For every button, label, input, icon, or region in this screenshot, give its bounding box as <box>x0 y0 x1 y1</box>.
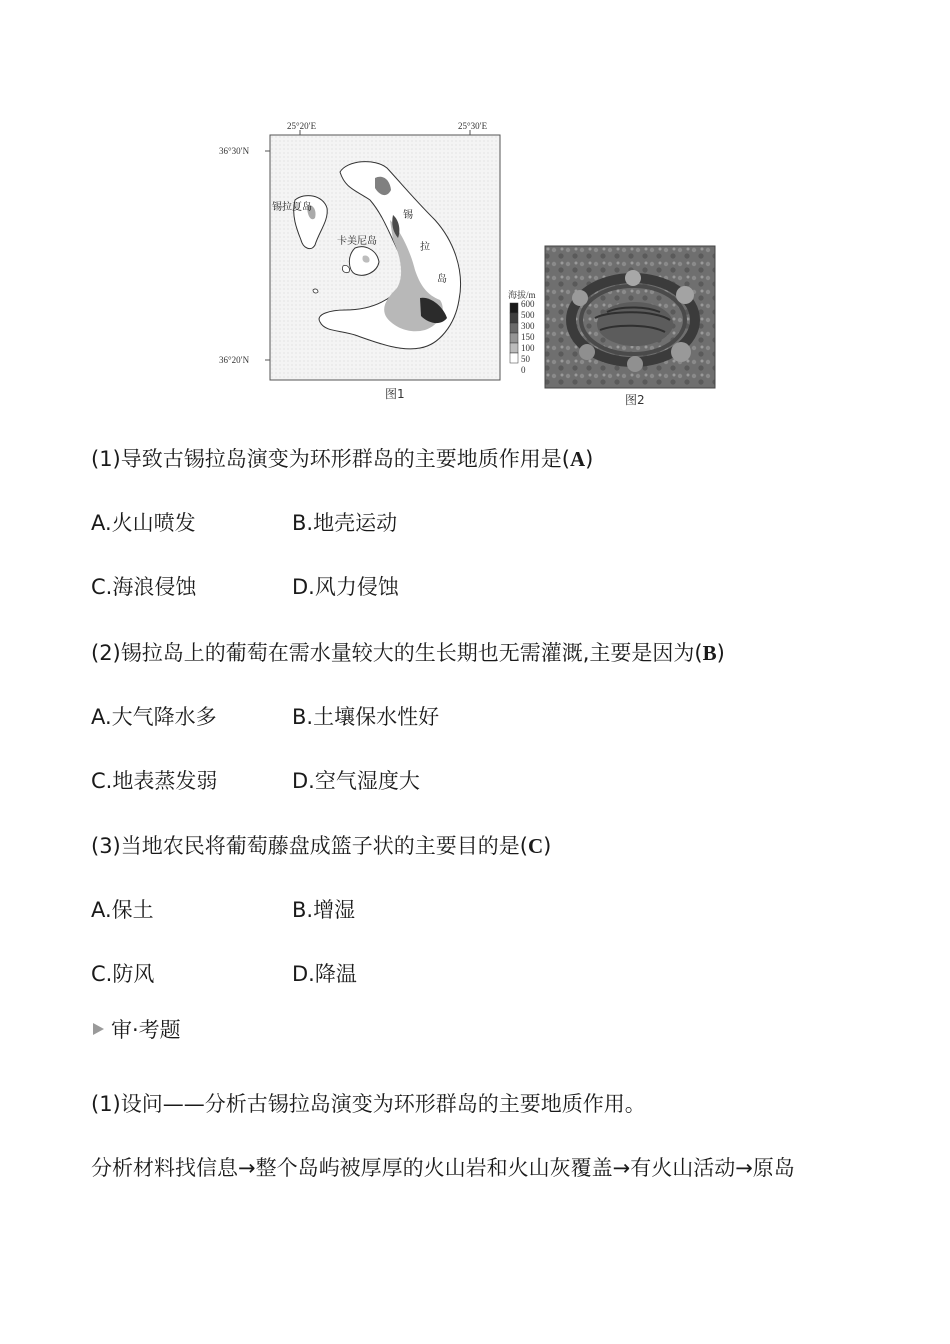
section-title: 审·考题 <box>111 1018 181 1042</box>
question-2-close: ) <box>716 641 725 665</box>
q3-option-d: D.降温 <box>292 962 357 986</box>
question-3-stem: (3)当地农民将葡萄藤盘成篮子状的主要目的是( <box>91 834 528 858</box>
label-thera-2: 拉 <box>420 242 430 253</box>
legend-value: 50 <box>521 354 530 364</box>
legend-value: 150 <box>521 332 535 342</box>
label-therasia: 锡拉夏岛 <box>272 202 312 213</box>
q2-option-a: A.大气降水多 <box>91 705 217 729</box>
legend-value: 0 <box>521 365 526 375</box>
legend-swatch-2 <box>510 313 518 323</box>
label-kameni: 卡美尼岛 <box>337 236 377 247</box>
label-thera-3: 岛 <box>437 274 447 285</box>
figure-2-caption: 图2 <box>625 393 645 407</box>
lat-bottom-label: 36°20′N <box>219 355 250 365</box>
vine-leaf <box>625 270 641 286</box>
q2-option-b: B.土壤保水性好 <box>292 705 440 729</box>
aspronisi-islet <box>313 289 318 293</box>
q1-option-b: B.地壳运动 <box>292 511 398 535</box>
kameni-islet <box>342 265 349 272</box>
q3-option-c: C.防风 <box>91 962 155 986</box>
question-3-answer: C <box>527 834 544 858</box>
vine-basket-center <box>597 302 673 346</box>
question-1 <box>91 444 593 474</box>
vine-leaf <box>676 286 694 304</box>
lat-top-label: 36°30′N <box>219 146 250 156</box>
question-3 <box>91 831 551 861</box>
figures-svg <box>215 120 735 415</box>
q3-option-b: B.增湿 <box>292 898 356 922</box>
legend-swatch-3 <box>510 323 518 333</box>
legend-swatch-4 <box>510 333 518 343</box>
q1-option-d: D.风力侵蚀 <box>292 575 399 599</box>
legend-value: 300 <box>521 321 535 331</box>
legend-value: 600 <box>521 299 535 309</box>
legend-title: 海拔/m <box>508 290 536 300</box>
legend-value: 500 <box>521 310 535 320</box>
question-1-stem: (1)导致古锡拉岛演变为环形群岛的主要地质作用是( <box>91 447 570 471</box>
question-3-close: ) <box>543 834 552 858</box>
vine-leaf <box>572 290 588 306</box>
question-1-close: ) <box>585 447 594 471</box>
vine-leaf <box>627 356 643 372</box>
photo-figure-2 <box>545 246 715 407</box>
vine-leaf <box>579 344 595 360</box>
section-header <box>91 1014 181 1044</box>
question-2-stem: (2)锡拉岛上的葡萄在需水量较大的生长期也无需灌溉,主要是因为( <box>91 641 703 665</box>
question-2 <box>91 638 725 668</box>
elevation-legend <box>508 289 536 375</box>
analysis-line-1: (1)设问——分析古锡拉岛演变为环形群岛的主要地质作用。 <box>91 1092 646 1116</box>
label-thera-1: 锡 <box>403 210 413 221</box>
q1-option-c: C.海浪侵蚀 <box>91 575 197 599</box>
q1-option-a: A.火山喷发 <box>91 511 196 535</box>
q3-option-a: A.保土 <box>91 898 154 922</box>
legend-swatch-5 <box>510 343 518 353</box>
legend-value: 100 <box>521 343 535 353</box>
q2-option-d: D.空气湿度大 <box>292 769 420 793</box>
lon-right-label: 25°30′E <box>458 121 488 131</box>
q2-option-c: C.地表蒸发弱 <box>91 769 218 793</box>
analysis-line-2: 分析材料找信息→整个岛屿被厚厚的火山岩和火山灰覆盖→有火山活动→原岛 <box>91 1156 795 1180</box>
question-2-answer: B <box>702 641 717 665</box>
vine-leaf <box>671 342 691 362</box>
question-1-answer: A <box>569 447 586 471</box>
figure-area <box>215 120 735 415</box>
lon-left-label: 25°20′E <box>287 121 317 131</box>
legend-swatch-6 <box>510 353 518 363</box>
figure-1-caption: 图1 <box>385 387 405 401</box>
legend-swatch-1 <box>510 303 518 313</box>
map-figure-1 <box>219 121 536 401</box>
triangle-bullet-icon <box>91 1022 105 1036</box>
